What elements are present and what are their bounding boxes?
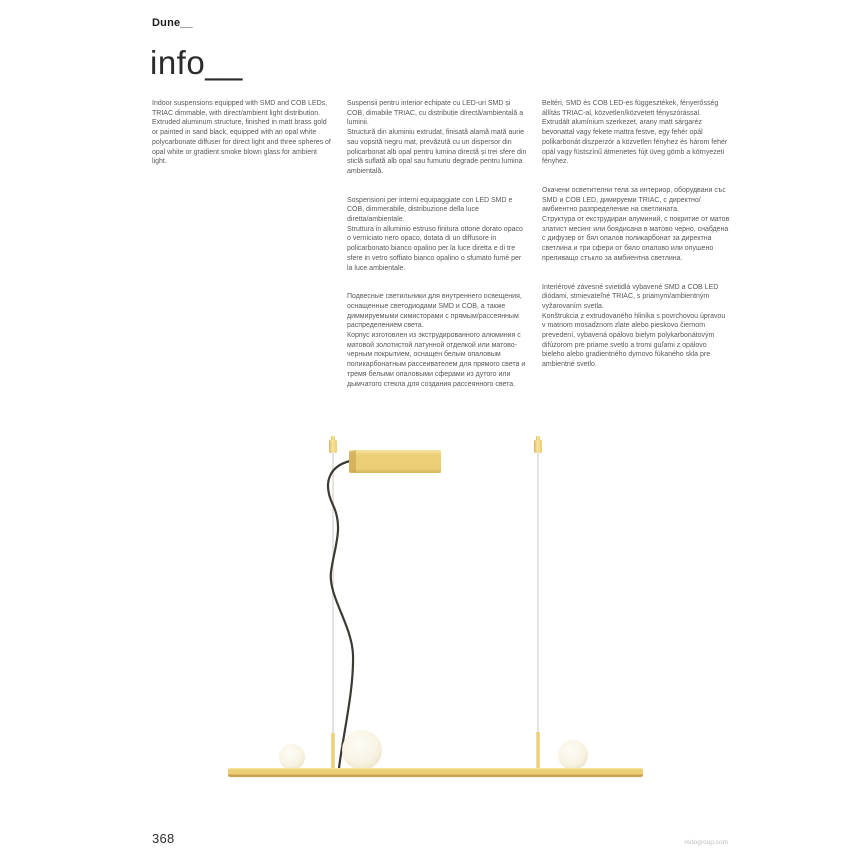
paragraph: Sospensioni per interni equipaggiate con LED SMD e COB, dimmerabile, distribuzione della luce diretta/ambientale. — [347, 196, 513, 224]
paragraph: Корпус изготовлен из экструдированного алюминия с матовой золотистой латунной отделкой или матово-черным покрытием, оснащен белым опаловым поликарбонатным рассеивателем для прямого света и тремя белыми опаловыми сферами из дутого или дымчатого стекла для создания рассеянного света. — [347, 332, 526, 388]
wire-fitting-left — [331, 733, 334, 769]
ceiling-mount-left — [329, 436, 337, 453]
column-3 — [542, 99, 730, 389]
page-title: info__ — [150, 44, 243, 81]
paragraph: Extrudált alumínium szerkezet, arany matt sárgaréz bevonattal vagy fekete mattra festve, egy fehér opál polikarbonát diszperzór a közvetlen fényhez és három fehér opál vagy füstszínű átmenetes fújt üveg gömb a környezeti fényhez. — [542, 119, 728, 166]
description-it — [347, 196, 528, 274]
product-name: Dune__ — [152, 17, 193, 29]
page-number: 368 — [152, 831, 175, 846]
glass-sphere-small-right — [558, 740, 588, 770]
description-sk — [542, 283, 730, 370]
paragraph: Окачени осветителни тела за интериор, оборудвани със SMD и COB LED, димируеми TRIAC, с директно/амбиентно разпределение на светлината. — [542, 186, 726, 214]
power-cable — [328, 461, 353, 768]
description-ru — [347, 292, 528, 389]
wire-fitting-right — [536, 732, 539, 769]
column-2 — [347, 99, 528, 408]
light-bar — [228, 768, 643, 777]
paragraph: Konštrukcia z extrudovaného hliníka s povrchovou úpravou v matnom mosadznom zlate alebo pieskovo čiernom prevedení, vybavená opálovo bielym polykarbonátovým difúzorom pre priame svetlo a tromi guľami z opálovo bieleho alebo gradientného dymovo fúkaného skla pre ambientné svetlo. — [542, 312, 726, 369]
paragraph: Подвесные светильники для внутреннего освещения, оснащенные светодиодами SMD и COB, а также диммируемыми симисторами с прямым/рассеянным распределением света. — [347, 293, 522, 330]
description-en — [152, 99, 332, 167]
description-hu — [542, 99, 730, 167]
paragraph: Extruded aluminum structure, finished in matt brass gold or painted in sand black, equipped with an opal white polycarbonate diffuser for direct light and three spheres of opal white or gradient smoke blown glass for ambient light. — [152, 119, 331, 166]
paragraph: Структура от екструдиран алуминий, с покритие от матов златист месинг или боядисана в матово черно, снабдена с дифузер от бял опалов поликарбонат за директна светлина и три сфери от бяло опалово или опушено преливащо стъкло за амбиентна светлина. — [542, 216, 730, 262]
description-ro — [347, 99, 528, 177]
paragraph: Beltéri, SMD és COB LED-es függesztékek, fényerősség állítás TRIAC-al, közvetlen/közvetett fényszórással. — [542, 100, 719, 117]
paragraph: Suspensii pentru interior echipate cu LED-uri SMD și COB, dimabile TRIAC, cu distribuție directă/ambientală a luminii. — [347, 100, 524, 127]
paragraph: Struttura in alluminio estruso finitura ottone dorato opaco o verniciato nero opaco, dotata di un diffusore in policarbonato bianco opalino per la luce diretta e di tre sfere in vetro soffiato bianco opalino o sfumato fumé per la luce ambientale. — [347, 225, 523, 272]
paragraph: Indoor suspensions equipped with SMD and COB LEDs, TRIAC dimmable, with direct/ambient light distribution. — [152, 100, 328, 117]
ceiling-mount-right — [534, 436, 542, 453]
description-bg — [542, 186, 730, 264]
website-link[interactable]: redogroup.com — [684, 839, 728, 846]
pendant-lamp-illustration — [150, 430, 728, 820]
paragraph: Structură din aluminiu extrudat, finisată alamă mată aurie sau vopsită negru mat, prevăzută cu un dispersor din policarbonat alb opal pentru lumina directă și trei sfere din sticlă suflată alb opal sau fumuriu degrade pentru lumina ambientală. — [347, 129, 527, 175]
column-1 — [152, 99, 332, 186]
glass-sphere-small-left — [279, 744, 305, 770]
glass-sphere-large — [342, 730, 382, 770]
driver-box — [349, 450, 441, 473]
paragraph: Interiérové závesné svietidlá vybavené SMD a COB LED diódami, stmievateľné TRIAC, s priamym/ambientným vyžarovaním svetla. — [542, 283, 719, 310]
